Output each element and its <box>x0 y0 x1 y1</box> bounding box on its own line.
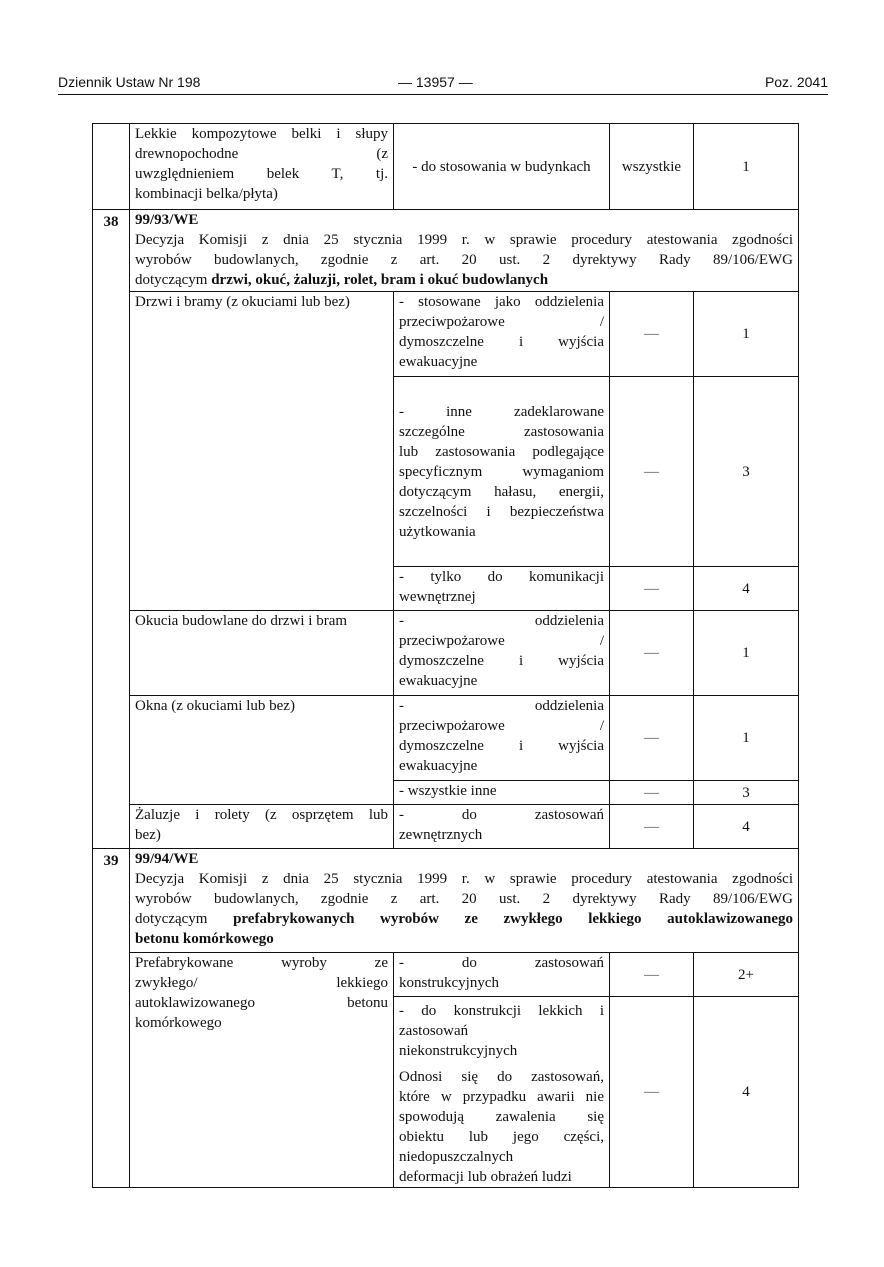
class-cell: 3 <box>694 377 799 567</box>
class-cell: 2+ <box>694 953 799 997</box>
page-header <box>58 74 828 95</box>
system-cell: — <box>610 953 694 997</box>
system-cell: — <box>610 292 694 377</box>
product-cell: Lekkie kompozytowe belki i słupy drewnopochodne (z uwzględnieniem belek T, tj. kombinacji belka/płyta) <box>130 124 394 210</box>
intended-use-cell: - stosowane jako oddzielenia przeciwpożarowe / dymoszczelne i wyjścia ewakuacyjne <box>394 292 610 377</box>
table-row <box>93 611 799 696</box>
intended-use-cell: - do zastosowań konstrukcyjnych <box>394 953 610 997</box>
section-description: 99/93/WE Decyzja Komisji z dnia 25 stycznia 1999 r. w sprawie procedury atestowania zgodności wyrobów budowlanych, zgodnie z art. 20 ust. 2 dyrektywy Rady 89/106/EWG dotyczącym drzwi, okuć, żaluzji, rolet, bram i okuć budowlanych <box>130 210 799 292</box>
product-cell: Drzwi i bramy (z okuciami lub bez) <box>130 292 394 611</box>
intended-use-cell: - tylko do komunikacji wewnętrznej <box>394 567 610 611</box>
section-header-39 <box>93 849 799 953</box>
subject-title: drzwi, okuć, żaluzji, rolet, bram i okuć budowlanych <box>211 272 549 288</box>
system-cell: — <box>610 805 694 849</box>
class-cell: 1 <box>694 611 799 696</box>
system-cell: wszystkie <box>610 124 694 210</box>
product-cell: Żaluzje i rolety (z osprzętem lub bez) <box>130 805 394 849</box>
table-row <box>93 953 799 997</box>
table-row <box>93 292 799 377</box>
table-row <box>93 805 799 849</box>
class-cell: 1 <box>694 292 799 377</box>
class-cell: 3 <box>694 781 799 805</box>
class-cell: 4 <box>694 805 799 849</box>
class-cell: 4 <box>694 997 799 1188</box>
intended-use-cell: - oddzielenia przeciwpożarowe / dymoszczelne i wyjścia ewakuacyjne <box>394 696 610 781</box>
table-row <box>93 696 799 781</box>
intended-use-cell: - oddzielenia przeciwpożarowe / dymoszczelne i wyjścia ewakuacyjne <box>394 611 610 696</box>
system-cell: — <box>610 997 694 1188</box>
system-cell: — <box>610 696 694 781</box>
product-cell: Prefabrykowane wyroby ze zwykłego/ lekkiego autoklawizowanego betonu komórkowego <box>130 953 394 1188</box>
intended-use-cell: - do stosowania w budynkach <box>394 124 610 210</box>
product-cell: Okna (z okuciami lub bez) <box>130 696 394 805</box>
system-cell: — <box>610 567 694 611</box>
position-number: Poz. 2041 <box>764 74 828 90</box>
section-number: 38 <box>93 210 130 849</box>
page-number: — 13957 — <box>398 74 473 90</box>
class-cell: 4 <box>694 567 799 611</box>
system-cell: — <box>610 377 694 567</box>
section-description: 99/94/WE Decyzja Komisji z dnia 25 stycznia 1999 r. w sprawie procedury atestowania zgodności wyrobów budowlanych, zgodnie z art. 20 ust. 2 dyrektywy Rady 89/106/EWG dotyczącym prefabrykowanych wyrobów ze zwykłego lekkiego autoklawizowanego betonu komórkowego <box>130 849 799 953</box>
class-cell: 1 <box>694 124 799 210</box>
class-cell: 1 <box>694 696 799 781</box>
system-cell: — <box>610 611 694 696</box>
section-number: 39 <box>93 849 130 1188</box>
intended-use-cell: - inne zadeklarowane szczególne zastosowania lub zastosowania podlegające specyficznym wymaganiom dotyczącym hałasu, energii, szczelności i bezpieczeństwa użytkowania <box>394 377 610 567</box>
subject-title: prefabrykowanych wyrobów ze zwykłego lekkiego autoklawizowanego <box>233 911 793 927</box>
intended-use-cell: - do zastosowań zewnętrznych <box>394 805 610 849</box>
table-row <box>93 124 799 210</box>
regulation-table <box>92 123 799 1188</box>
system-cell: — <box>610 781 694 805</box>
intended-use-cell: - do konstrukcji lekkich i zastosowań niekonstrukcyjnych Odnosi się do zastosowań, które w przypadku awarii nie spowodują zawalenia się obiektu lub jego części, niedopuszczalnych deformacji lub obrażeń ludzi <box>394 997 610 1188</box>
number-cell <box>93 124 130 210</box>
product-cell: Okucia budowlane do drzwi i bram <box>130 611 394 696</box>
section-header-38 <box>93 210 799 292</box>
intended-use-cell: - wszystkie inne <box>394 781 610 805</box>
journal-title: Dziennik Ustaw Nr 198 <box>58 74 201 90</box>
subject-title-tail: betonu komórkowego <box>135 931 274 947</box>
